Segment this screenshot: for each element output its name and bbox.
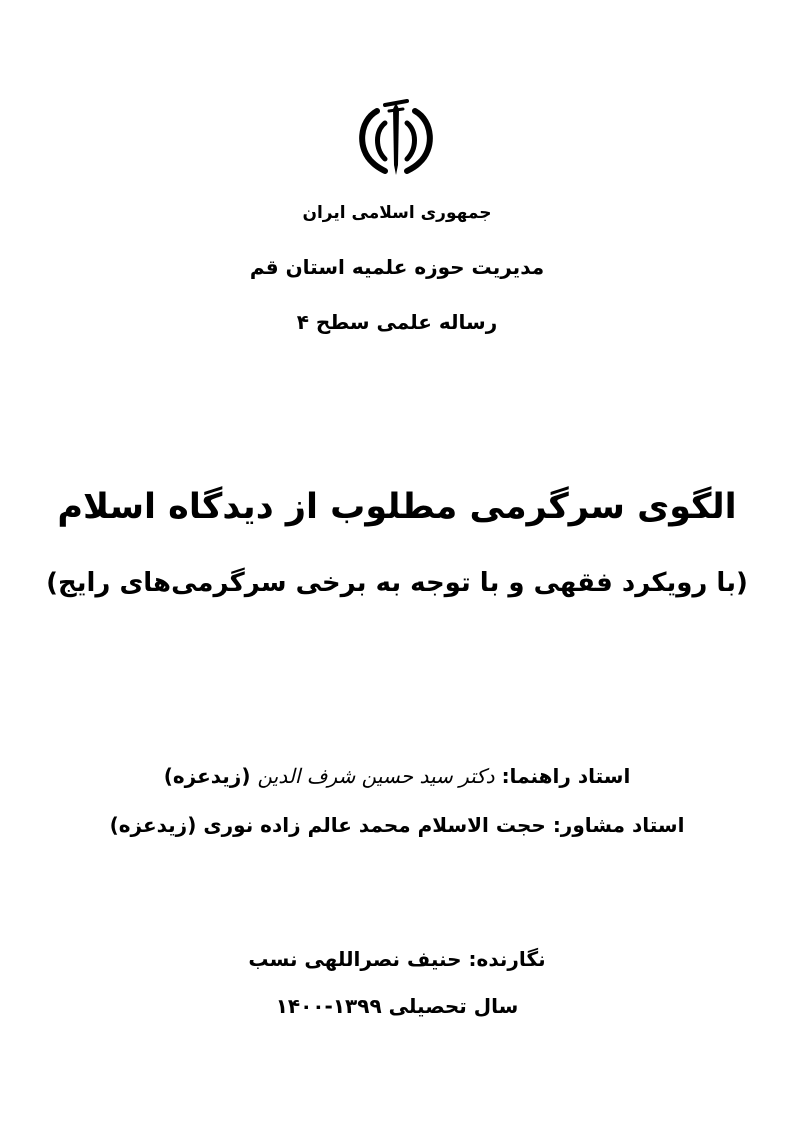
advisor-line [0,764,794,788]
thesis-subtitle: (با رویکرد فقهی و با توجه به برخی سرگرمی‌های رایج) [46,568,748,598]
consultant-honorific: (زیدعزه) [109,813,197,837]
academic-year-value: ۱۳۹۹-۱۴۰۰ [275,994,382,1018]
consultant-line [0,813,794,837]
thesis-level: رساله علمی سطح ۴ [296,310,498,334]
seminary-management: مدیریت حوزه علمیه استان قم [249,255,545,279]
iran-emblem-icon [355,97,437,179]
author-label: نگارنده: [468,947,546,971]
author-name: حنیف نصراللهی نسب [248,947,462,971]
country-name: جمهوری اسلامی ایران [302,203,492,223]
academic-year-line [0,994,794,1018]
author-line [0,947,794,971]
academic-year-label: سال تحصیلی [388,994,519,1018]
thesis-title: الگوی سرگرمی مطلوب از دیدگاه اسلام [57,487,737,527]
consultant-label: استاد مشاور: [552,813,685,837]
advisor-label: استاد راهنما: [501,764,631,788]
advisor-honorific: (زیدعزه) [163,764,251,788]
consultant-name: حجت الاسلام محمد عالم زاده نوری [203,813,546,837]
advisor-name: دکتر سید حسین شرف الدین [257,764,495,788]
